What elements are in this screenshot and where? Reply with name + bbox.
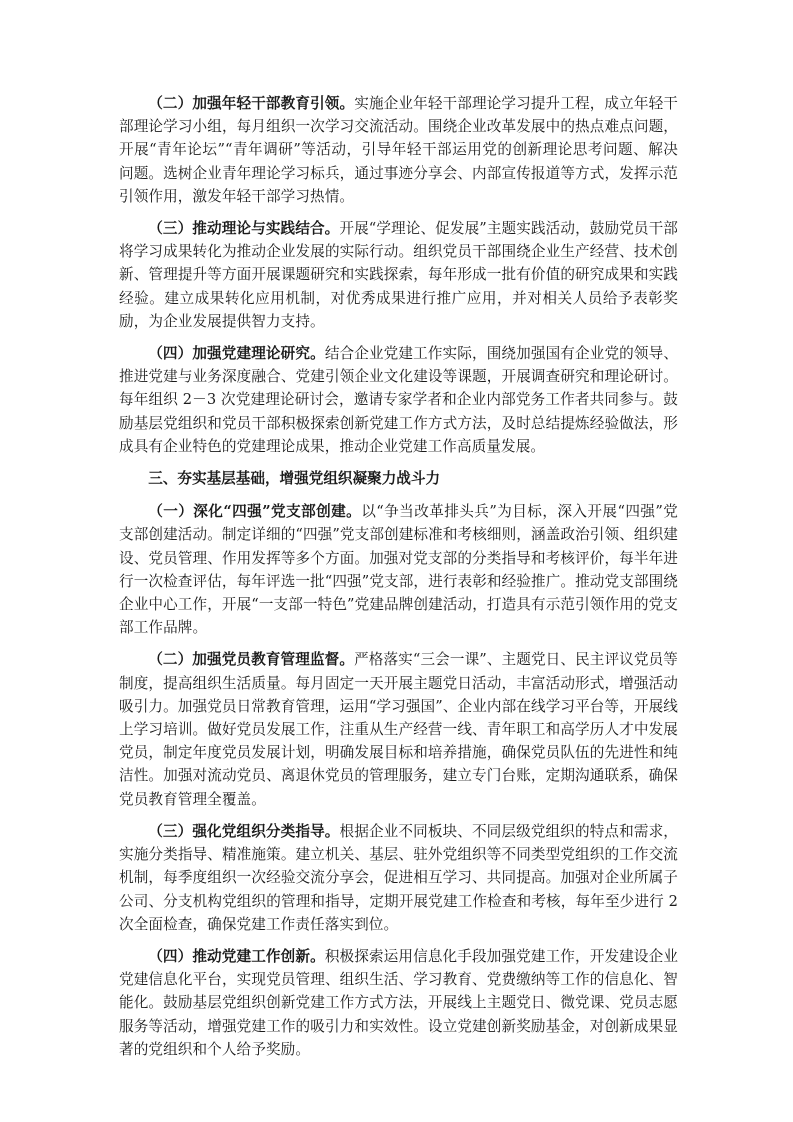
paragraph-lead: （四）推动党建工作创新。 bbox=[148, 947, 325, 965]
paragraph-body: 严格落实“三会一课”、主题党日、民主评议党员等制度，提高组织生活质量。每月固定一天开展主题党日活动，丰富活动形式，增强活动吸引力。加强党员日常教育管理，运用“学习强国”、企业内部在线学习平台等，开展线上学习培训。做好党员发展工作，注重从生产经营一线、青年职工和高学历人才中发展党员，制定年度党员发展计划，明确发展目标和培养措施，确保党员队伍的先进性和纯洁性。加强对流动党员、离退休党员的管理服务，建立专门台账，定期沟通联系，确保党员教育管理全覆盖。 bbox=[119, 651, 678, 808]
section-heading: 三、夯实基层基础，增强党组织凝聚力战斗力 bbox=[148, 470, 441, 488]
paragraph-young-cadre-education bbox=[119, 92, 678, 208]
paragraph-lead: （一）深化“四强”党支部创建。 bbox=[148, 503, 362, 521]
paragraph-lead: （二）加强党员教育管理监督。 bbox=[148, 651, 355, 669]
paragraph-party-theory-research bbox=[119, 342, 678, 458]
paragraph-body: 开展“学理论、促发展”主题实践活动，鼓励党员干部将学习成果转化为推动企业发展的实际行动。组织党员干部围绕企业生产经营、技术创新、管理提升等方面开展课题研究和实践探索，每年形成一批有价值的研究成果和实践经验。建立成果转化应用机制，对优秀成果进行推广应用，并对相关人员给予表彰奖励，为企业发展提供智力支持。 bbox=[119, 220, 678, 330]
paragraph-lead: （二）加强年轻干部教育引领。 bbox=[148, 95, 355, 112]
paragraph-classified-guidance bbox=[119, 820, 678, 936]
paragraph-body: 结合企业党建工作实际，围绕加强国有企业党的领导、推进党建与业务深度融合、党建引领企业文化建设等课题，开展调查研究和理论研讨。每年组织 2－3 次党建理论研讨会，邀请专家学者和企业内部党务工作者共同参与。鼓励基层党组织和党员干部积极探索创新党建工作方式方法，及时总结提炼经验做法，形成具有企业特色的党建理论成果，推动企业党建工作高质量发展。 bbox=[119, 345, 679, 455]
paragraph-body: 实施企业年轻干部理论学习提升工程，成立年轻干部理论学习小组，每月组织一次学习交流活动。围绕企业改革发展中的热点难点问题，开展“青年论坛”“青年调研”等活动，引导年轻干部运用党的创新理论思考问题、解决问题。选树企业青年理论学习标兵，通过事迹分享会、内部宣传报道等方式，发挥示范引领作用，激发年轻干部学习热情。 bbox=[119, 95, 678, 205]
paragraph-lead: （三）推动理论与实践结合。 bbox=[148, 220, 340, 238]
paragraph-lead: （四）加强党建理论研究。 bbox=[148, 345, 325, 363]
paragraph-theory-practice bbox=[119, 217, 678, 333]
document-page bbox=[119, 92, 678, 1070]
paragraph-four-strong-branch bbox=[119, 500, 678, 639]
paragraph-lead: （三）强化党组织分类指导。 bbox=[148, 822, 340, 840]
paragraph-body: 积极探索运用信息化手段加强党建工作，开发建设企业党建信息化平台，实现党员管理、组织生活、学习教育、党费缴纳等工作的信息化、智能化。鼓励基层党组织创新党建工作方式方法，开展线上主题党日、微党课、党员志愿服务等活动，增强党建工作的吸引力和实效性。设立党建创新奖励基金，对创新成果显著的党组织和个人给予奖励。 bbox=[119, 947, 679, 1058]
paragraph-body: 根据企业不同板块、不同层级党组织的特点和需求，实施分类指导、精准施策。建立机关、基层、驻外党组织等不同类型党组织的工作交流机制，每季度组织一次经验交流分享会，促进相互学习、共同提高。加强对企业所属子公司、分支机构党组织的管理和指导，定期开展党建工作检查和考核，每年至少进行 2 次全面检查，确保党建工作责任落实到位。 bbox=[119, 822, 678, 933]
paragraph-body: 以“争当改革排头兵”为目标，深入开展“四强”党支部创建活动。制定详细的“四强”党支部创建标准和考核细则，涵盖政治引领、组织建设、党员管理、作用发挥等多个方面。加强对党支部的分类指导和考核评价，每半年进行一次检查评估，每年评选一批“四强”党支部，进行表彰和经验推广。推动党支部围绕企业中心工作，开展“一支部一特色”党建品牌创建活动，打造具有示范引领作用的党支部工作品牌。 bbox=[119, 503, 678, 637]
paragraph-member-management bbox=[119, 648, 678, 810]
paragraph-innovation bbox=[119, 945, 678, 1061]
